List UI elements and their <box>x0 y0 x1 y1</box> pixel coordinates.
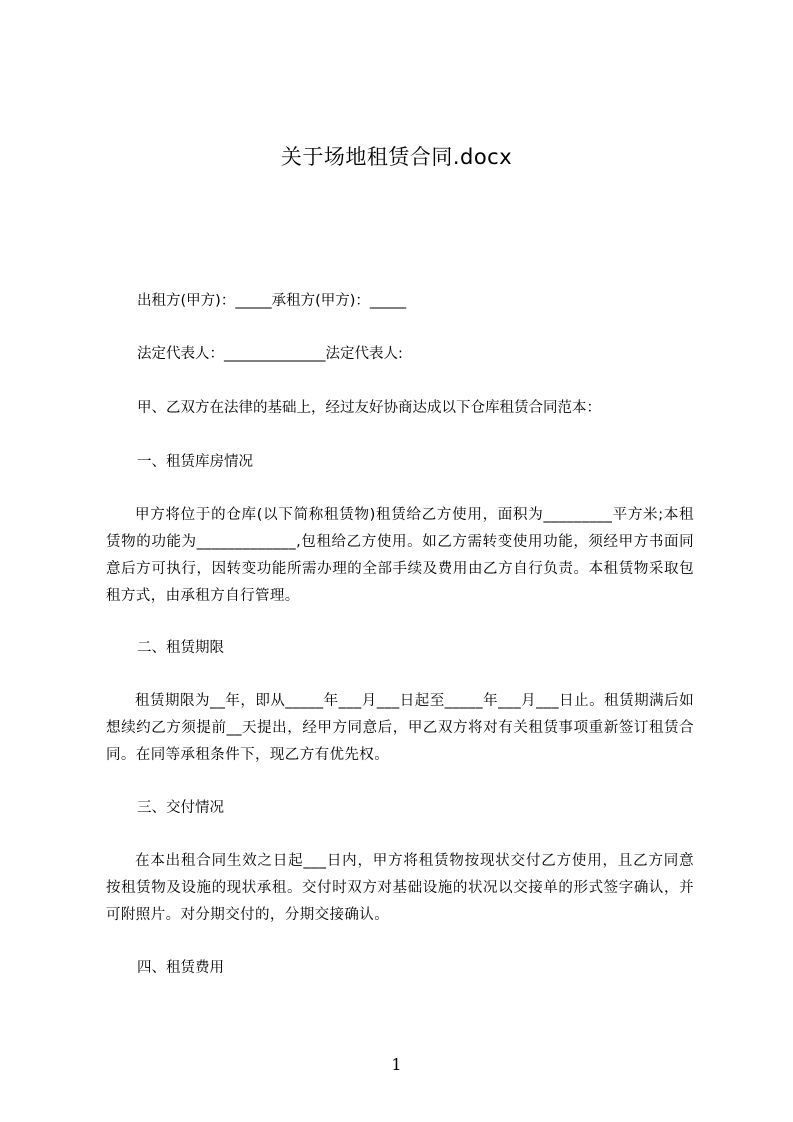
section-body: 租赁期限为__年，即从_____年___月___日起至_____年___月___日止。租赁期满后如想续约乙方须提前__天提出，经甲方同意后，甲乙双方将对有关租赁事项重新签订租赁合同。在同等承租条件下，现乙方有优先权。 <box>106 693 694 763</box>
section-heading: 三、交付情况 <box>137 800 224 816</box>
section-heading: 四、租赁费用 <box>137 960 224 976</box>
legal-representative-line: 法定代表人：______________法定代表人: <box>137 346 403 362</box>
document-title: 关于场地租赁合同.docx <box>280 145 513 169</box>
section-heading: 二、租赁期限 <box>137 640 224 656</box>
page-number: 1 <box>391 1055 402 1074</box>
section-body: 在本出租合同生效之日起___日内，甲方将租赁物按现状交付乙方使用，且乙方同意按租赁物及设施的现状承租。交付时双方对基础设施的状况以交接单的形式签字确认，并可附照片。对分期交付的，分期交接确认。 <box>106 853 694 923</box>
section-body: 甲方将位于的仓库(以下简称租赁物)租赁给乙方使用，面积为_________平方米;本租赁物的功能为_____________,包租给乙方使用。如乙方需转变使用功能，须经甲方书面同意后方可执行，因转变功能所需办理的全部手续及费用由乙方自行负责。本租赁物采取包租方式，由承租方自行管理。 <box>106 507 694 604</box>
lessor-lessee-line: 出租方(甲方)：_____承租方(甲方)：_____ <box>137 293 407 309</box>
section-heading: 一、租赁库房情况 <box>137 454 253 470</box>
intro-paragraph: 甲、乙双方在法律的基础上，经过友好协商达成以下仓库租赁合同范本： <box>137 400 601 416</box>
